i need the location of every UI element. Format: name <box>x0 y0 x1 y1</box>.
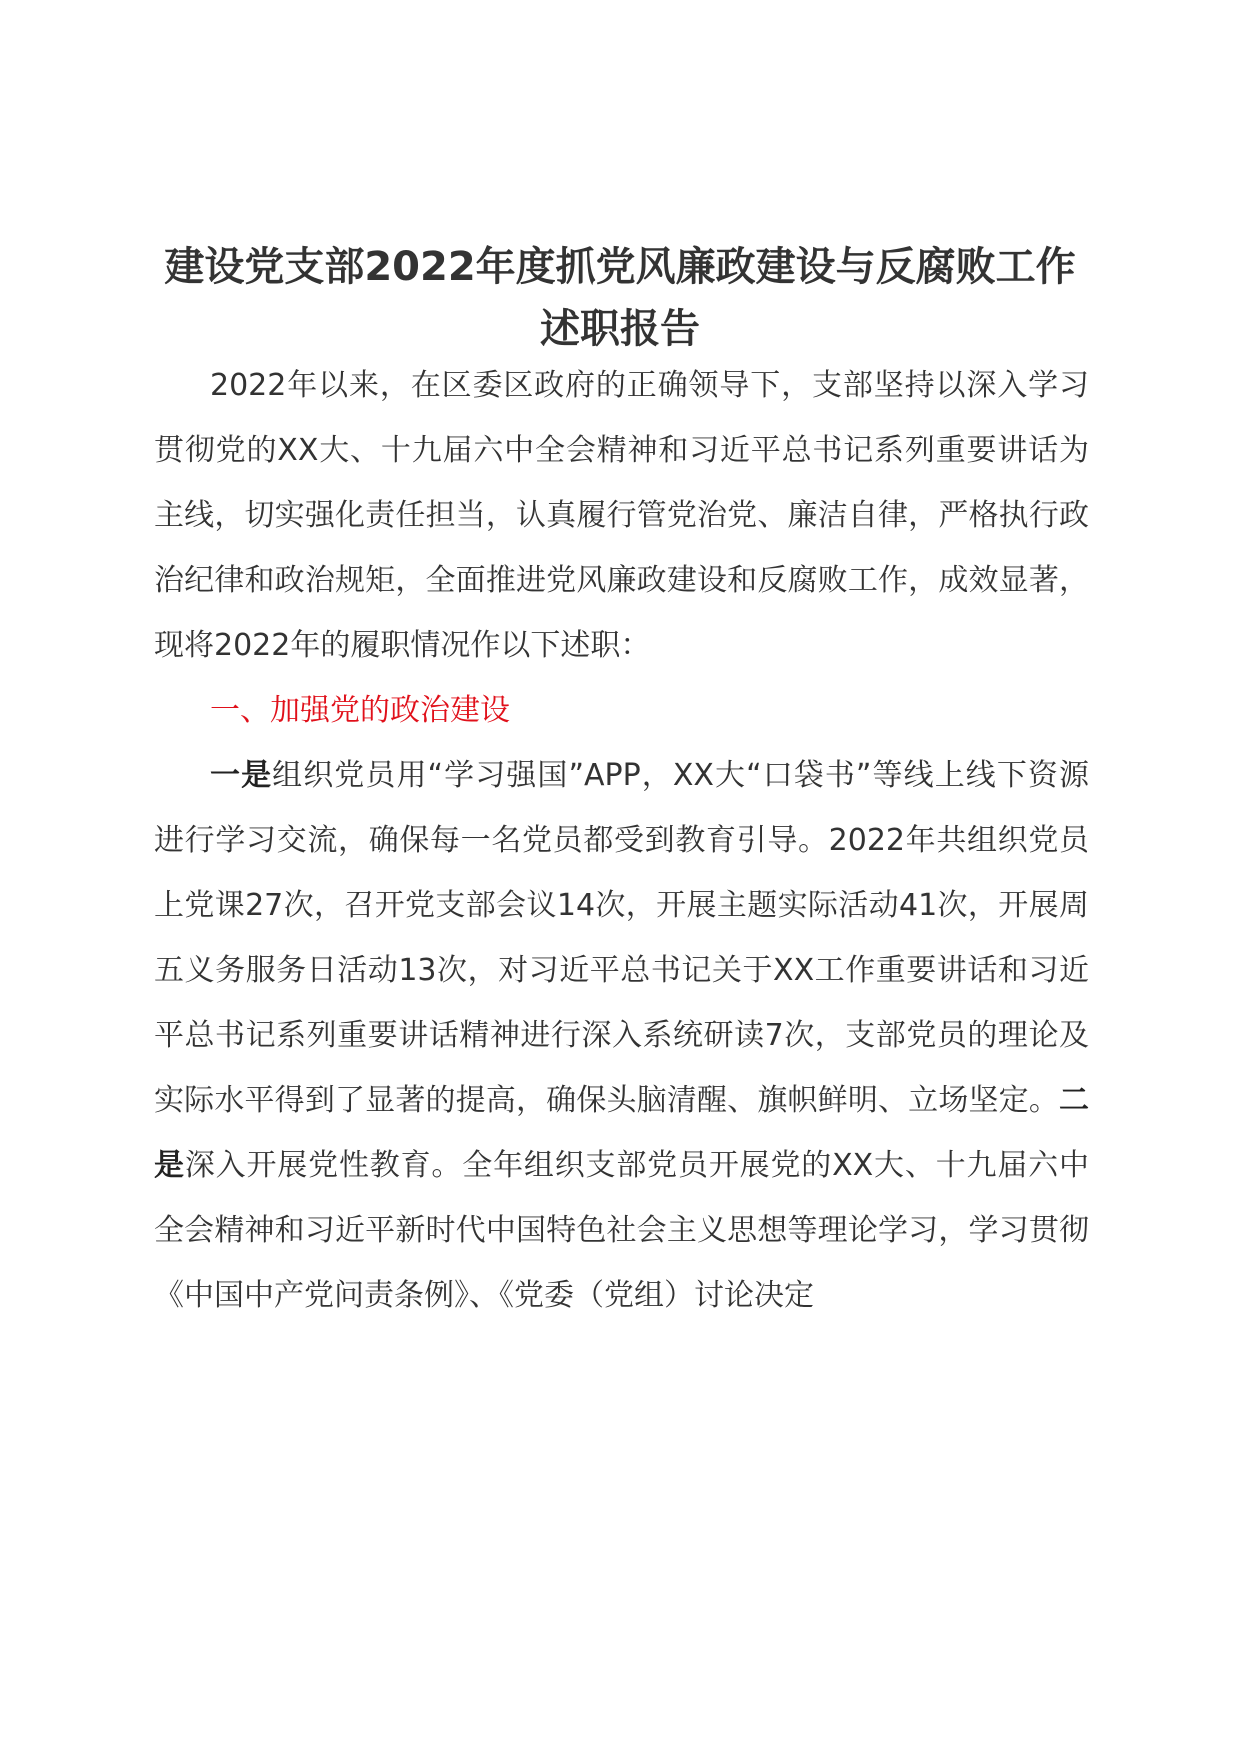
document-title: 建设党支部2022年度抓党风廉政建设与反腐败工作述职报告 <box>164 244 1076 352</box>
intro-paragraph: 2022年以来，在区委区政府的正确领导下，支部坚持以深入学习贯彻党的XX大、十九届六中全会精神和习近平总书记系列重要讲话为主线，切实强化责任担当，认真履行管党治党、廉洁自律，严格执行政治纪律和政治规矩，全面推进党风廉政建设和反腐败工作，成效显著，现将2022年的履职情况作以下述职： <box>154 368 1089 663</box>
section-heading: 一、加强党的政治建设 <box>210 693 510 728</box>
point-text-2: 深入开展党性教育。全年组织支部党员开展党的XX大、十九届六中全会精神和习近平新时代中国特色社会主义思想等理论学习，学习贯彻《中国中产党问责条例》、《党委（党组）讨论决定 <box>154 1148 1089 1313</box>
point-label-2: 二是 <box>154 1083 1089 1183</box>
point-label-1: 一是 <box>210 758 273 793</box>
section-body-paragraph <box>154 743 1089 1328</box>
point-text-1: 组织党员用“学习强国”APP，XX大“口袋书”等线上线下资源进行学习交流，确保每一名党员都受到教育引导。2022年共组织党员上党课27次，召开党支部会议14次，开展主题实际活动41次，开展周五义务服务日活动13次，对习近平总书记关于XX工作重要讲话和习近平总书记系列重要讲话精神进行深入系统研读7次，支部党员的理论及实际水平得到了显著的提高，确保头脑清醒、旗帜鲜明、立场坚定。 <box>154 758 1089 1118</box>
intro-section <box>154 353 1089 1328</box>
